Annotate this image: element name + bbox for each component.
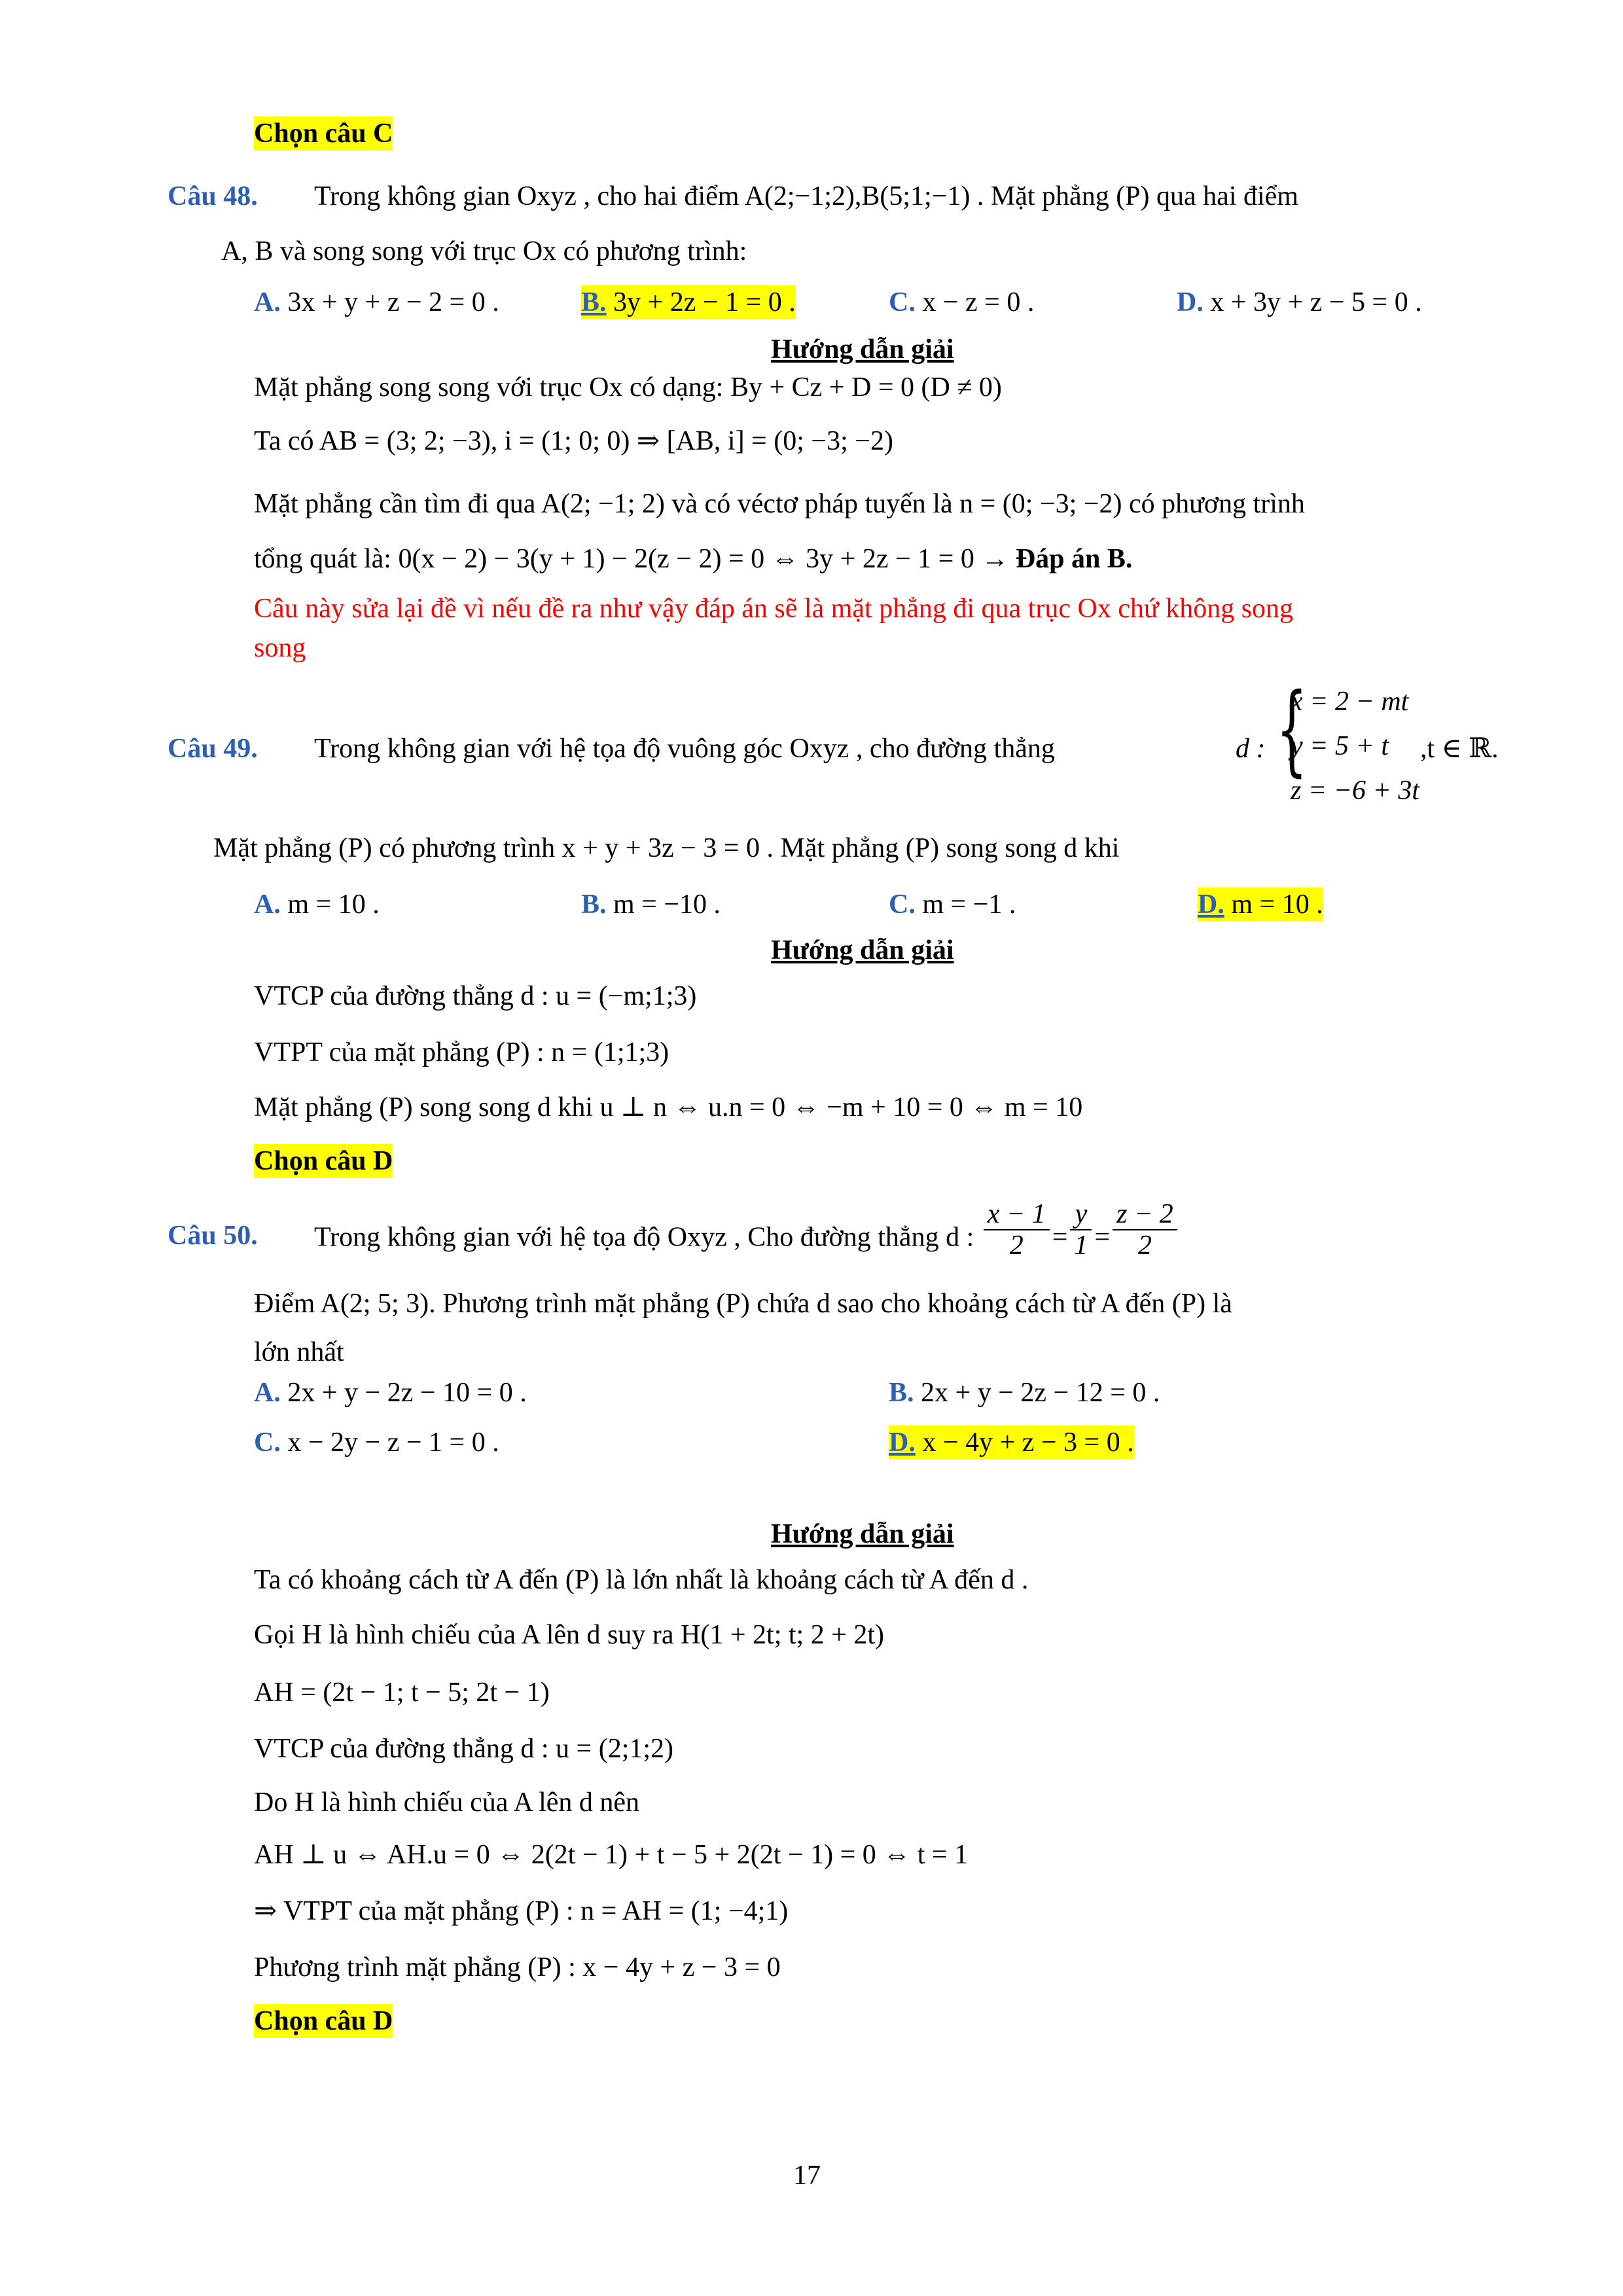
q50-answer: Chọn câu D <box>254 2004 393 2038</box>
q48-solution-line1: Mặt phẳng song song với trục Ox có dạng: By + Cz + D = 0 (D ≠ 0) <box>254 372 1002 403</box>
denominator: 2 <box>1137 1230 1152 1261</box>
q49-solution-line1: VTCP của đường thẳng d : u = (−m;1;3) <box>254 981 697 1011</box>
option-text: 2x + y − 2z − 12 = 0 . <box>921 1378 1160 1408</box>
option-key: A. <box>254 889 281 920</box>
q49-option-d-correct <box>1198 888 1323 922</box>
option-key: D. <box>1177 287 1204 317</box>
q48-solution-heading: Hướng dẫn giải <box>771 334 954 365</box>
q49-label: Câu 49. <box>168 734 258 764</box>
denominator: 2 <box>1009 1230 1024 1261</box>
q49-line-d-label: d : <box>1236 734 1266 764</box>
q50-option-b <box>889 1376 1160 1410</box>
fraction-x <box>984 1199 1050 1261</box>
q49-system-eq3: z = −6 + 3t <box>1291 776 1420 806</box>
q47-answer: Chọn câu C <box>254 117 393 151</box>
option-text: m = −1 . <box>922 889 1016 920</box>
option-key: A. <box>254 1378 281 1408</box>
fraction-z <box>1113 1199 1177 1261</box>
q48-solution-line4 <box>254 542 1132 576</box>
numerator: x − 1 <box>984 1199 1050 1230</box>
option-key: B. <box>889 1378 914 1408</box>
q48-general-equation: tổng quát là: 0(x − 2) − 3(y + 1) − 2(z − 2) = 0 ⇔ 3y + 2z − 1 = 0 <box>254 544 982 574</box>
q50-solution-heading: Hướng dẫn giải <box>771 1519 954 1549</box>
q49-parameter-domain: ,t ∈ ℝ. <box>1420 734 1499 764</box>
q49-stem-line2: Mặt phẳng (P) có phương trình x + y + 3z − 3 = 0 . Mặt phẳng (P) song song d khi <box>213 833 1120 863</box>
fraction-y <box>1070 1199 1092 1261</box>
option-text: x + 3y + z − 5 = 0 . <box>1210 287 1422 317</box>
option-text: m = −10 . <box>613 889 721 920</box>
option-key: C. <box>889 889 916 920</box>
q50-option-d-correct <box>889 1426 1134 1460</box>
q48-note-line2: song <box>254 633 306 663</box>
q50-label: Câu 50. <box>168 1221 258 1251</box>
system-brace: { <box>1276 673 1308 787</box>
q48-option-b-correct <box>581 285 796 319</box>
q48-option-d <box>1177 285 1422 319</box>
q49-answer: Chọn câu D <box>254 1144 393 1178</box>
option-text: 3y + 2z − 1 = 0 . <box>613 287 796 317</box>
q50-stem-line1 <box>314 1199 1180 1261</box>
q50-stem-text: Trong không gian với hệ tọa độ Oxyz , Cho đường thẳng d : <box>314 1222 974 1253</box>
q49-option-c <box>889 888 1016 922</box>
q48-option-c <box>889 285 1034 319</box>
option-text: m = 10 . <box>287 889 380 920</box>
option-text: 3x + y + z − 2 = 0 . <box>287 287 499 317</box>
q49-system-eq2: y = 5 + t <box>1291 731 1389 761</box>
q49-solution-line3: Mặt phẳng (P) song song d khi u ⊥ n ⇔ u.n = 0 ⇔ −m + 10 = 0 ⇔ m = 10 <box>254 1092 1083 1122</box>
equals-sign: = <box>1094 1222 1111 1253</box>
q49-option-a <box>254 888 380 922</box>
q50-solution-line8: Phương trình mặt phẳng (P) : x − 4y + z − 3 = 0 <box>254 1952 781 1982</box>
q50-option-c <box>254 1426 499 1460</box>
q48-option-a <box>254 285 499 319</box>
numerator: z − 2 <box>1113 1199 1177 1230</box>
q48-stem-line2: A, B và song song với trục Ox có phương trình: <box>221 236 747 266</box>
denominator: 1 <box>1074 1230 1088 1261</box>
q50-solution-line1: Ta có khoảng cách từ A đến (P) là lớn nhất là khoảng cách từ A đến d . <box>254 1565 1029 1595</box>
q50-solution-line2: Gọi H là hình chiếu của A lên d suy ra H(1 + 2t; t; 2 + 2t) <box>254 1620 885 1650</box>
q49-stem-line1: Trong không gian với hệ tọa độ vuông góc Oxyz , cho đường thẳng <box>314 734 1055 764</box>
q48-label: Câu 48. <box>168 181 258 211</box>
option-key: B. <box>581 287 607 317</box>
option-key: C. <box>254 1427 281 1458</box>
q49-option-b <box>581 888 721 922</box>
q50-solution-line3: AH = (2t − 1; t − 5; 2t − 1) <box>254 1677 550 1708</box>
q50-stem-line2: Điểm A(2; 5; 3). Phương trình mặt phẳng (P) chứa d sao cho khoảng cách từ A đến (P) là <box>254 1289 1232 1319</box>
q48-solution-line3: Mặt phẳng cần tìm đi qua A(2; −1; 2) và có véctơ pháp tuyến là n = (0; −3; −2) có phương trình <box>254 489 1305 519</box>
numerator: y <box>1070 1199 1092 1230</box>
q48-solution-line2: Ta có AB = (3; 2; −3), i = (1; 0; 0) ⇒ [AB, i] = (0; −3; −2) <box>254 426 893 456</box>
option-text: x − z = 0 . <box>922 287 1035 317</box>
option-key: D. <box>889 1427 916 1458</box>
q49-solution-heading: Hướng dẫn giải <box>771 935 954 965</box>
q50-option-a <box>254 1376 527 1410</box>
q48-answer-arrow: → Đáp án B. <box>981 544 1133 574</box>
q49-solution-line2: VTPT của mặt phẳng (P) : n = (1;1;3) <box>254 1037 669 1067</box>
option-text: x − 2y − z − 1 = 0 . <box>287 1427 499 1458</box>
q48-stem-line1: Trong không gian Oxyz , cho hai điểm A(2;−1;2),B(5;1;−1) . Mặt phẳng (P) qua hai điểm <box>314 181 1298 211</box>
equals-sign: = <box>1052 1222 1068 1253</box>
q50-solution-line4: VTCP của đường thẳng d : u = (2;1;2) <box>254 1734 674 1764</box>
option-text: m = 10 . <box>1231 889 1323 920</box>
option-text: 2x + y − 2z − 10 = 0 . <box>287 1378 527 1408</box>
q50-stem-line3: lớn nhất <box>254 1337 344 1367</box>
option-key: D. <box>1198 889 1224 920</box>
q48-note-line1: Câu này sửa lại đề vì nếu đề ra như vậy đáp án sẽ là mặt phẳng đi qua trục Ox chứ không song <box>254 594 1294 624</box>
option-text: x − 4y + z − 3 = 0 . <box>922 1427 1134 1458</box>
option-key: A. <box>254 287 281 317</box>
q50-solution-line7: ⇒ VTPT của mặt phẳng (P) : n = AH = (1; −4;1) <box>254 1896 789 1926</box>
q50-solution-line6: AH ⊥ u ⇔ AH.u = 0 ⇔ 2(2t − 1) + t − 5 + 2(2t − 1) = 0 ⇔ t = 1 <box>254 1840 969 1870</box>
q50-solution-line5: Do H là hình chiếu của A lên d nên <box>254 1787 640 1818</box>
q49-system-eq1: x = 2 − mt <box>1291 687 1409 717</box>
option-key: B. <box>581 889 607 920</box>
option-key: C. <box>889 287 916 317</box>
page-number: 17 <box>793 2161 821 2191</box>
